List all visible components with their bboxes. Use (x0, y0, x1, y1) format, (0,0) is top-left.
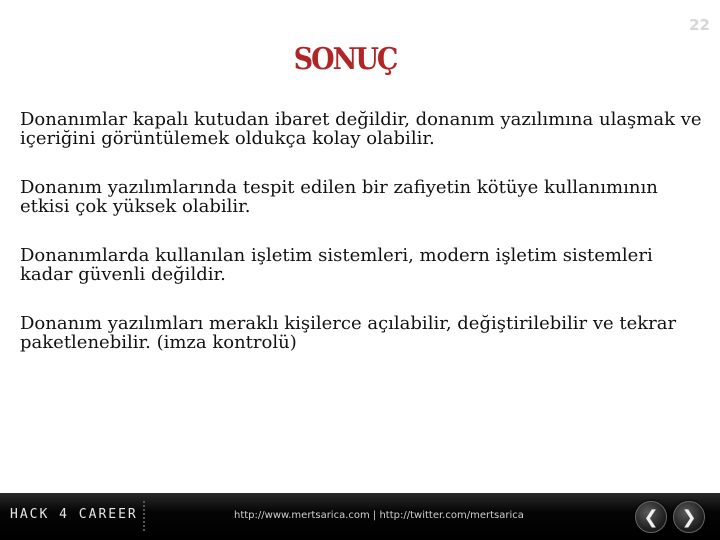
slide-title: SONUÇ (293, 42, 397, 77)
bullet-list (20, 110, 710, 382)
bullet-item: Donanım yazılımlarında tespit edilen bir zafiyetin kötüye kullanımının etkisi çok yüksek olabilir. (20, 177, 658, 217)
bullet-item: Donanımlar kapalı kutudan ibaret değildir, donanım yazılımına ulaşmak ve içeriğini görüntülemek oldukça kolay olabilir. (20, 109, 702, 149)
bullet-item: Donanım yazılımları meraklı kişilerce açılabilir, değiştirilebilir ve tekrar paketlenebilir. (imza kontrolü) (20, 313, 677, 353)
chevron-right-icon: ❯ (681, 506, 697, 528)
bullet-item: Donanımlarda kullanılan işletim sistemleri, modern işletim sistemleri kadar güvenli değildir. (20, 245, 653, 285)
chevron-left-icon: ❮ (643, 506, 659, 528)
previous-slide-button[interactable] (635, 501, 667, 533)
footer-links[interactable]: http://www.mertsarica.com | http://twitter.com/mertsarica (234, 510, 524, 521)
footer-bar (0, 493, 720, 540)
next-slide-button[interactable] (673, 501, 705, 533)
slide-number: 22 (689, 16, 710, 34)
footer-divider (143, 501, 147, 531)
footer-logo: HACK 4 CAREER (10, 507, 138, 522)
